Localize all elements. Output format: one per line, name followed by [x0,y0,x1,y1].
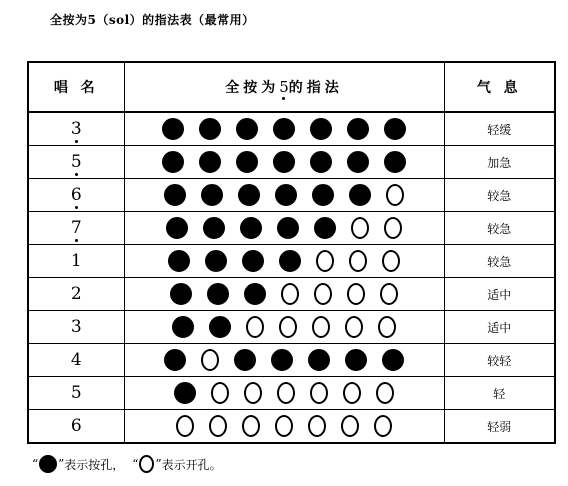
breath-cell: 较轻 [444,344,555,377]
note-name: 2 [70,284,82,304]
closed-hole-icon [234,349,256,371]
open-hole-icon [277,382,295,404]
open-hole-icon [349,250,367,272]
closed-hole-icon [166,217,188,239]
note-cell [28,344,124,377]
open-hole-icon [314,283,332,305]
note-cell [28,311,124,344]
breath-cell: 轻缓 [444,112,555,146]
open-hole-icon [176,415,194,437]
legend-quote: ” [155,457,162,471]
header-fingering: 全按为5 的指法 [124,62,444,112]
legend-closed-text: 表示按孔， [64,457,125,472]
table-row [28,245,555,278]
low-octave-dot [75,239,78,242]
note-cell [28,146,124,179]
note-cell [28,377,124,410]
open-hole-icon [345,316,363,338]
closed-hole-icon [240,217,262,239]
closed-hole-icon [170,283,192,305]
page-title: 全按为5（sol）的指法表（最常用） [50,13,255,27]
open-hole-icon [312,316,330,338]
closed-hole-icon [277,217,299,239]
fingering-cell [124,278,444,311]
note-name: 6 [71,185,82,205]
fingering-cell [124,212,444,245]
open-hole-icon [211,382,229,404]
open-hole-icon [310,382,328,404]
closed-hole-icon [164,184,186,206]
breath-cell: 较急 [444,245,555,278]
note-cell [28,112,124,146]
header-name: 唱 名 [28,62,124,112]
fingering-cell [124,179,444,212]
table-row [28,311,555,344]
closed-hole-icon [205,250,227,272]
fingering-cell [124,146,444,179]
closed-hole-icon [384,151,406,173]
legend [32,455,222,473]
table-row [28,179,555,212]
open-hole-icon [347,283,365,305]
open-hole-icon [279,316,297,338]
open-hole-icon [275,415,293,437]
closed-hole-icon [347,118,369,140]
low-octave-dot [75,206,78,209]
closed-hole-icon [310,151,332,173]
note-cell [28,245,124,278]
closed-hole-icon [349,184,371,206]
note-name: 3 [70,317,82,337]
closed-hole-icon [199,118,221,140]
open-hole-icon [374,415,392,437]
table-row [28,212,555,245]
closed-hole-icon [271,349,293,371]
open-hole-icon [316,250,334,272]
table-header-row [28,62,555,112]
legend-open-text: 表示开孔。 [161,457,222,472]
open-hole-icon [380,283,398,305]
closed-hole-icon [345,349,367,371]
closed-hole-icon [279,250,301,272]
closed-hole-icon [199,151,221,173]
open-hole-icon [384,217,402,239]
fingering-cell [124,112,444,146]
open-hole-icon [242,415,260,437]
table-row [28,112,555,146]
breath-cell: 较急 [444,212,555,245]
closed-hole-icon [310,118,332,140]
open-hole-icon [308,415,326,437]
open-hole-icon [341,415,359,437]
note-cell [28,212,124,245]
header-note: 5 [279,78,289,96]
open-hole-icon [343,382,361,404]
fingering-cell [124,344,444,377]
breath-cell: 轻弱 [444,410,555,444]
closed-hole-icon [273,118,295,140]
open-hole-icon [378,316,396,338]
closed-hole-icon [164,349,186,371]
low-octave-dot [282,97,285,100]
fingering-rows [28,112,555,443]
closed-hole-icon [207,283,229,305]
closed-hole-icon [168,250,190,272]
low-octave-dot [75,173,78,176]
breath-cell: 适中 [444,278,555,311]
breath-cell: 加急 [444,146,555,179]
legend-quote: “ [132,457,139,471]
open-hole-icon [201,349,219,371]
note-name: 1 [70,251,82,271]
closed-hole-icon [209,316,231,338]
fingering-cell [124,377,444,410]
open-hole-icon [209,415,227,437]
closed-hole-icon [275,184,297,206]
breath-cell: 轻 [444,377,555,410]
closed-hole-icon [314,217,336,239]
closed-hole-icon [203,217,225,239]
open-hole-icon [351,217,369,239]
table-row [28,278,555,311]
closed-hole-icon [242,250,264,272]
open-hole-icon [382,250,400,272]
open-hole-icon [139,455,154,473]
note-cell [28,410,124,444]
header-breath: 气 息 [444,62,555,112]
breath-cell: 适中 [444,311,555,344]
note-name: 5 [71,152,82,172]
open-hole-icon [376,382,394,404]
closed-hole-icon [201,184,223,206]
note-name: 7 [71,218,82,238]
table-row [28,377,555,410]
closed-hole-icon [312,184,334,206]
note-cell [28,278,124,311]
note-name: 6 [70,416,82,436]
closed-hole-icon [238,184,260,206]
note-name: 5 [70,383,82,403]
table-row [28,410,555,444]
fingering-cell [124,245,444,278]
closed-hole-icon [236,151,258,173]
closed-hole-icon [273,151,295,173]
open-hole-icon [281,283,299,305]
closed-hole-icon [162,118,184,140]
note-cell [28,179,124,212]
legend-quote: ” [58,457,65,471]
open-hole-icon [244,382,262,404]
fingering-cell [124,311,444,344]
closed-hole-icon [244,283,266,305]
table-row [28,344,555,377]
closed-hole-icon [347,151,369,173]
closed-hole-icon [236,118,258,140]
closed-hole-icon [174,382,196,404]
open-hole-icon [386,184,404,206]
note-name: 4 [70,350,82,370]
closed-hole-icon [162,151,184,173]
closed-hole-icon [172,316,194,338]
closed-hole-icon [39,455,57,473]
table-row [28,146,555,179]
fingering-cell [124,410,444,444]
closed-hole-icon [308,349,330,371]
legend-quote: “ [32,457,39,471]
low-octave-dot [75,140,78,143]
closed-hole-icon [382,349,404,371]
closed-hole-icon [384,118,406,140]
breath-cell: 较急 [444,179,555,212]
fingering-table [27,61,556,444]
note-name: 3 [71,119,82,139]
open-hole-icon [246,316,264,338]
